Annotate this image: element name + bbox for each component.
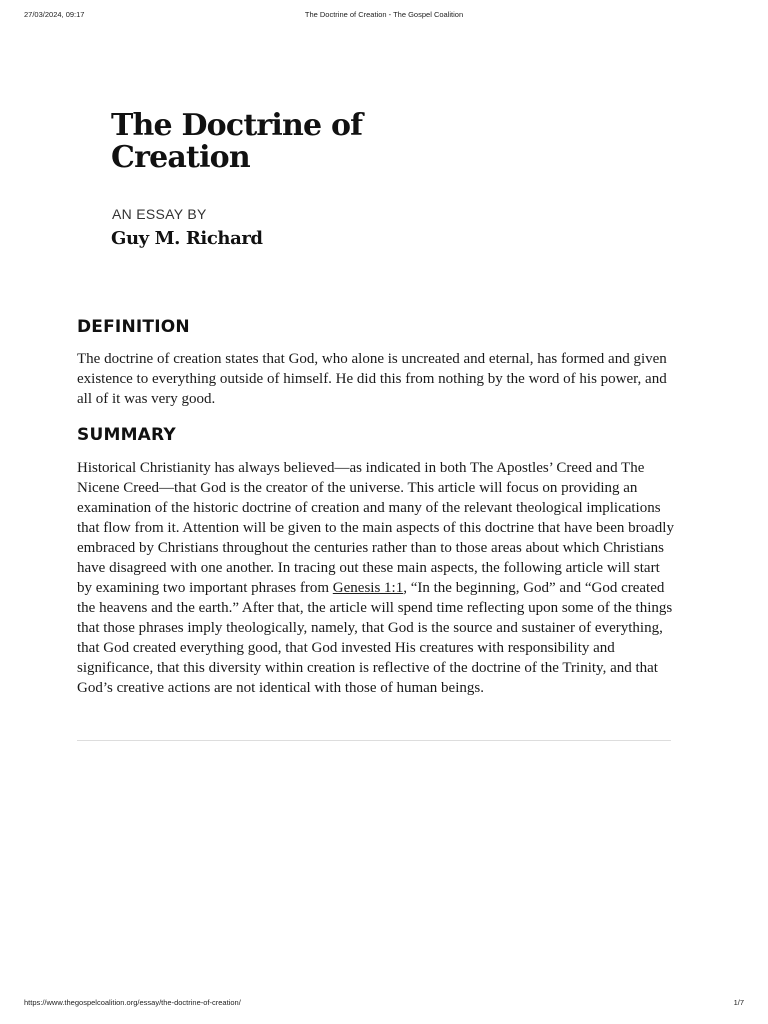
article-title <box>111 110 531 174</box>
genesis-link[interactable]: Genesis 1:1 <box>332 580 404 596</box>
print-timestamp: 27/03/2024, 09:17 <box>24 10 85 19</box>
definition-heading: DEFINITION <box>77 317 190 337</box>
summary-heading: SUMMARY <box>77 425 176 445</box>
print-url: https://www.thegospelcoalition.org/essay/the-doctrine-of-creation/ <box>24 998 241 1007</box>
summary-text <box>77 458 677 698</box>
print-header <box>24 10 744 22</box>
article-title-line-1: The Doctrine of <box>111 108 363 143</box>
author-name: Guy M. Richard <box>111 228 263 249</box>
page-number: 1/7 <box>733 998 744 1007</box>
section-divider <box>77 740 671 741</box>
print-footer <box>24 998 744 1010</box>
summary-text-part-1: Historical Christianity has always believed—as indicated in both The Apostles’ Creed and The Nicene Creed—that God is the creator of the universe. This article will focus on providing an examination of the historic doctrine of creation and many of the relevant theological implications that flow from it. Attention will be given to the main aspects of this doctrine that have been broadly embraced by Christians throughout the centuries rather than to those areas about which Christians have disagreed with one another. In tracing out these main aspects, the following article will start by examining two important phrases from <box>77 460 674 596</box>
definition-text: The doctrine of creation states that God, who alone is uncreated and eternal, has formed and given existence to everything outside of himself. He did this from nothing by the word of his power, and all of it was very good. <box>77 351 667 407</box>
summary-text-part-2: , “In the beginning, God” and “God created the heavens and the earth.” After that, the article will spend time reflecting upon some of the things that those phrases imply theologically, namely, that God is the source and sustainer of everything, that God created everything good, that God invested His creatures with responsibility and significance, that this diversity within creation is reflective of the doctrine of the Trinity, and that God’s creative actions are not identical with those of human beings. <box>77 580 673 696</box>
essay-by-label: AN ESSAY BY <box>112 206 207 222</box>
article-title-line-2: Creation <box>111 140 250 175</box>
print-document-title: The Doctrine of Creation - The Gospel Coalition <box>304 10 464 19</box>
